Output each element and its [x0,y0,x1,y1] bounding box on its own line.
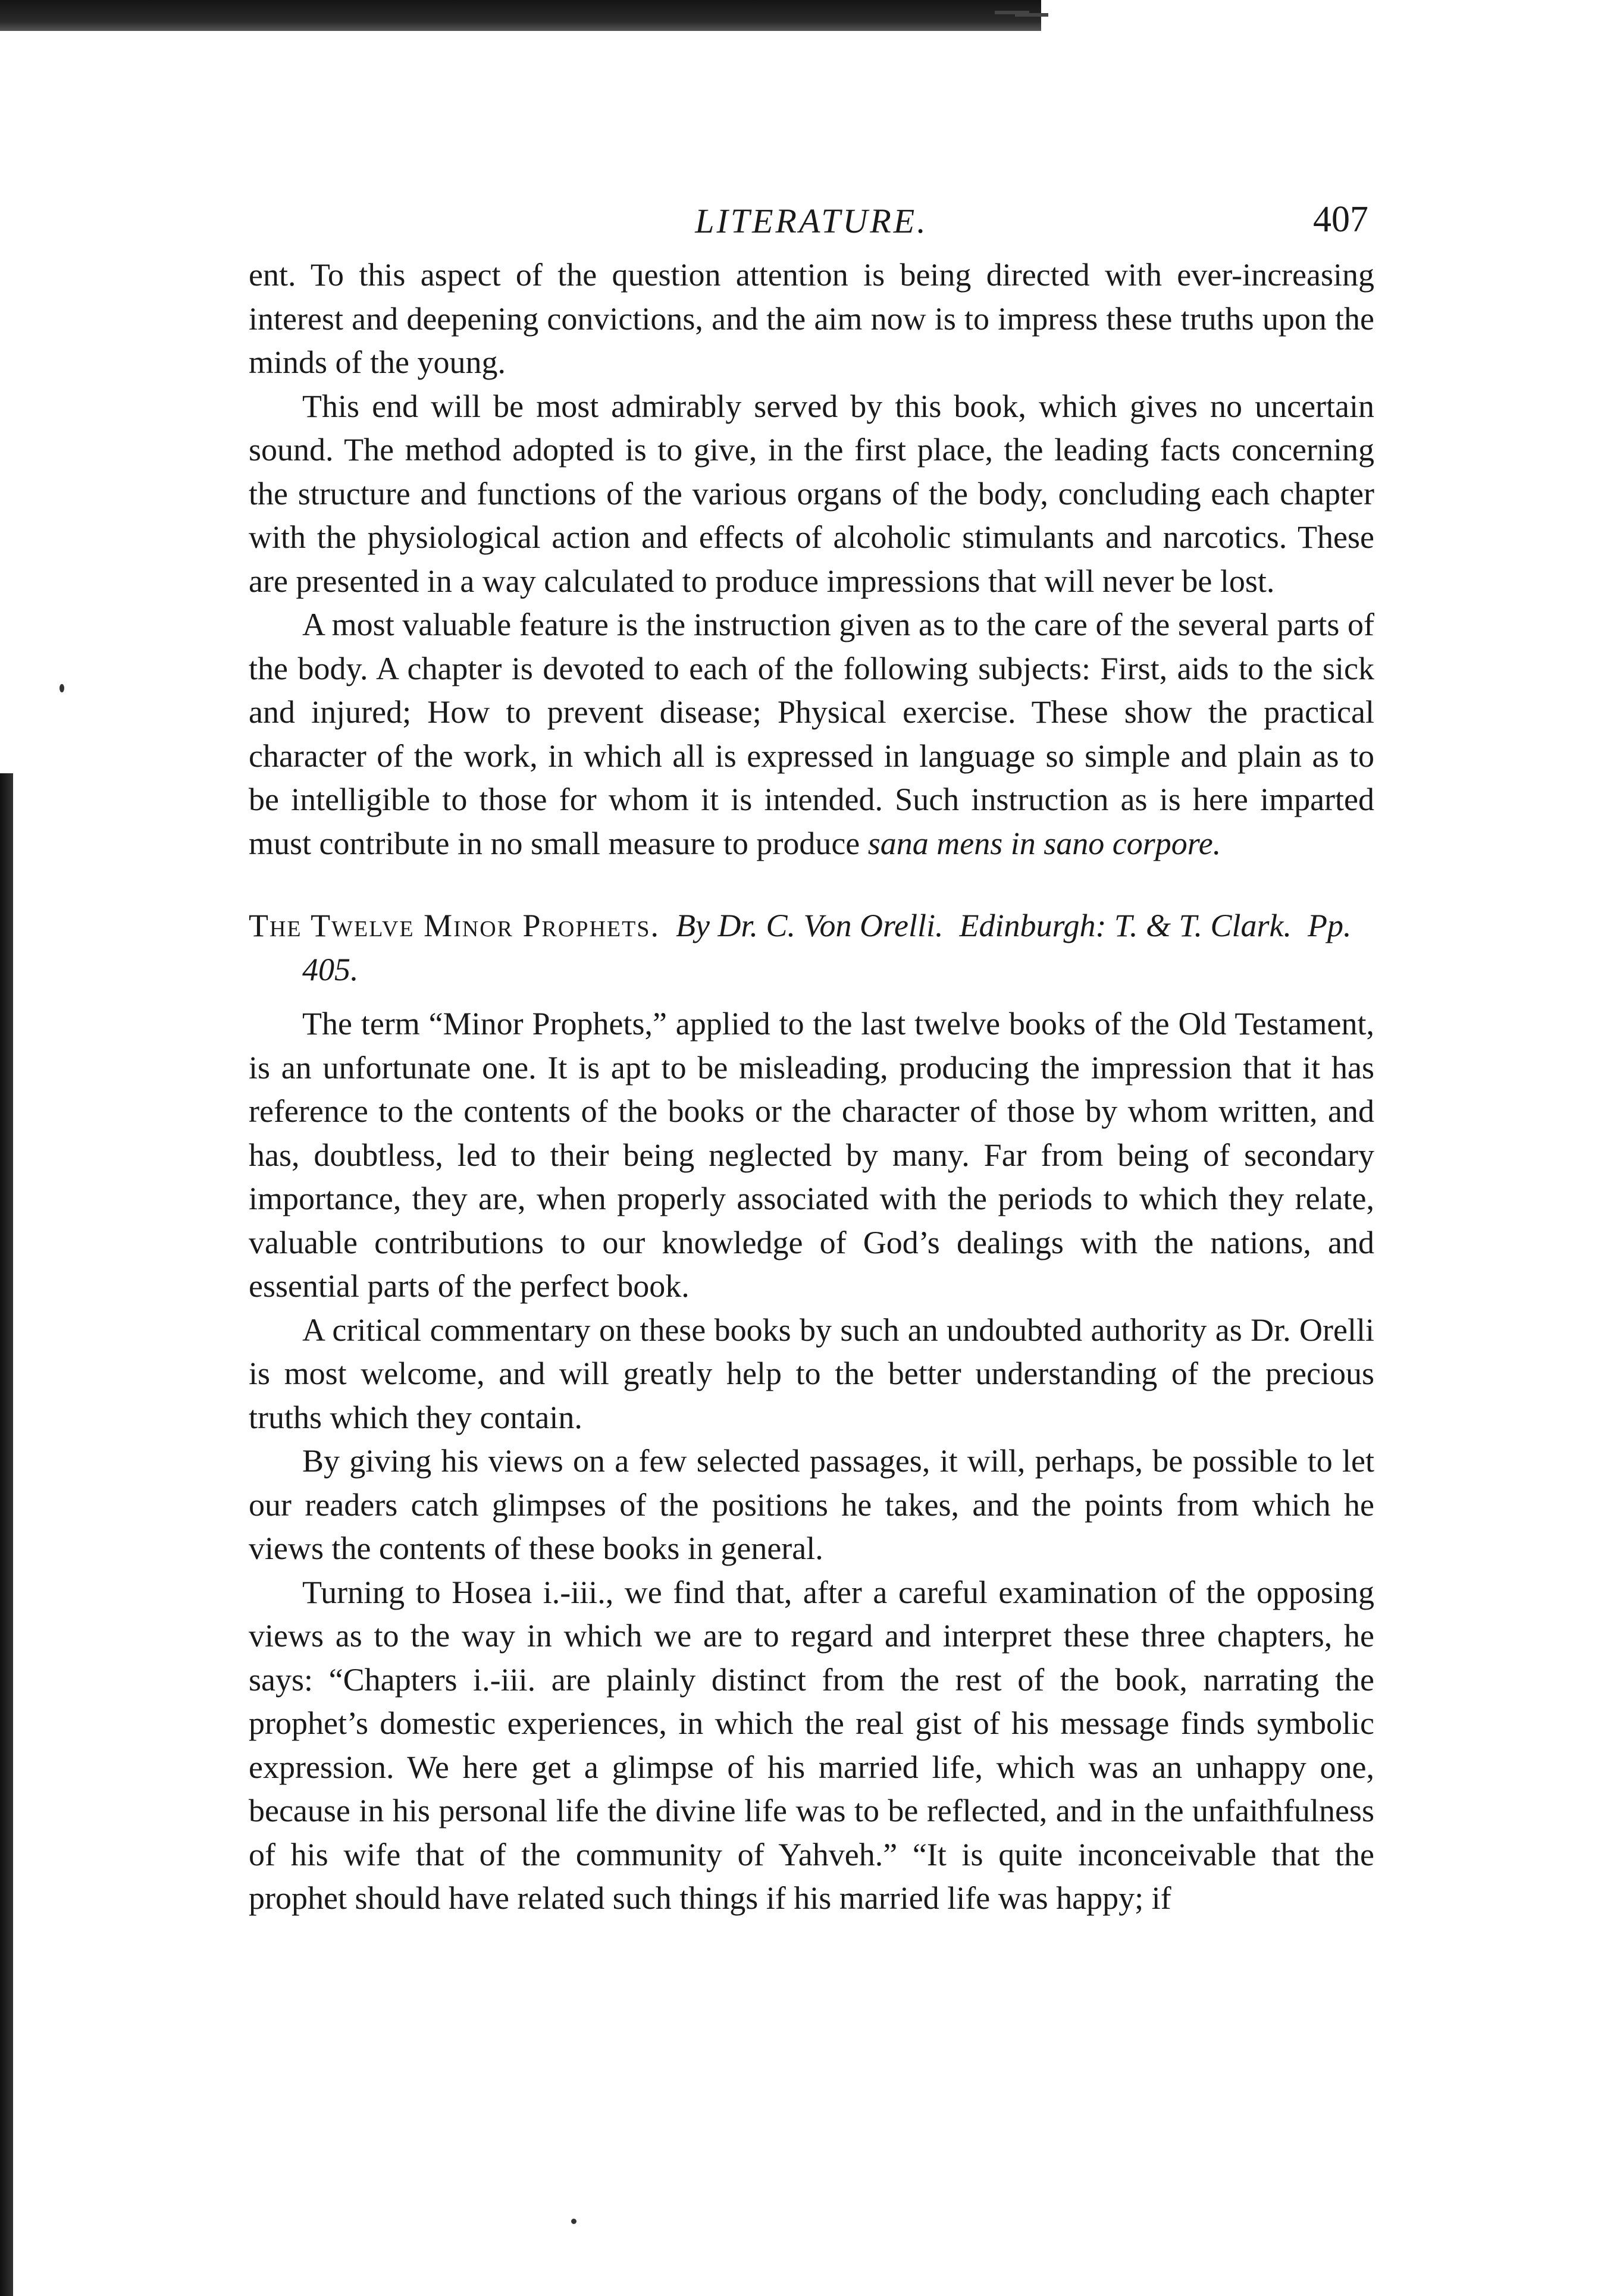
scan-mark [1015,13,1048,17]
first-review [249,253,1374,865]
book-title: The Twelve Minor Prophets. [249,908,660,943]
review-heading [249,904,1374,992]
latin-phrase: sana mens in sano corpore. [867,825,1221,861]
paragraph-text: A most valuable feature is the instruction given as to the care of the several parts of the body. A chapter is devoted to each of the following subjects: First, aids to the sick and injured; How to prevent disease; Physical exercise. These show the practical character of the work, in which all is expressed in language so simple and plain as to be intelligible to those for whom it is intended. Such instruction as is here imparted must contribute in no small measure to produce [249,607,1374,861]
paragraph: A critical commentary on these books by such an undoubted authority as Dr. Orelli is most welcome, and will greatly help to the better understanding of the precious truths which they contain. [249,1312,1374,1435]
book-pages: Pp. 405. [302,908,1352,987]
second-review [249,1002,1374,1921]
paragraph: Turning to Hosea i.-iii., we find that, after a careful examination of the opposing views as to the way in which we are to regard and interpret these three chapters, he says: “Chapters i.-iii. are plainly distinct from the rest of the book, narrating the prophet’s domestic experiences, in which the real gist of his message finds symbolic expression. We here get a glimpse of his married life, which was an unhappy one, because in his personal life the divine life was to be reflected, and in the unfaithfulness of his wife that of the community of Yahveh.” “It is quite inconceivable that the prophet should have related such things if his married life was happy; if [249,1574,1374,1916]
paragraph [249,603,1374,865]
running-head [249,196,1374,253]
running-title: LITERATURE. [695,202,928,240]
paragraph: ent. To this aspect of the question attention is being directed with ever-increasing interest and deepening convictions, and the aim now is to impress these truths upon the minds of the young. [249,257,1374,380]
scan-speck [571,2219,576,2224]
paragraph: This end will be most admirably served by this book, which gives no uncertain sound. The method adopted is to give, in the first place, the leading facts concerning the structure and functions of the various organs of the body, concluding each chapter with the physiological action and effects of alcoholic stimulants and narcotics. These are presented in a way calculated to produce impressions that will never be lost. [249,388,1374,599]
page-number: 407 [1313,199,1368,240]
book-publisher: Edinburgh: T. & T. Clark. [959,908,1292,943]
paragraph: The term “Minor Prophets,” applied to the last twelve books of the Old Testament, is an unfortunate one. It is apt to be misleading, producing the impression that it has reference to the contents of the books or the character of those by whom written, and has, doubtless, led to their being neglected by many. Far from being of secondary importance, they are, when properly associated with the periods to which they relate, valuable contributions to our knowledge of God’s dealings with the nations, and essential parts of the perfect book. [249,1006,1374,1304]
scan-border-left [0,773,13,2296]
book-page [249,196,1374,1921]
paragraph: By giving his views on a few selected passages, it will, perhaps, be possible to let our readers catch glimpses of the positions he takes, and the points from which he views the contents of these books in general. [249,1443,1374,1566]
scan-speck [59,684,64,692]
scan-border-top [0,0,1041,31]
book-author: By Dr. C. Von Orelli. [675,908,944,943]
